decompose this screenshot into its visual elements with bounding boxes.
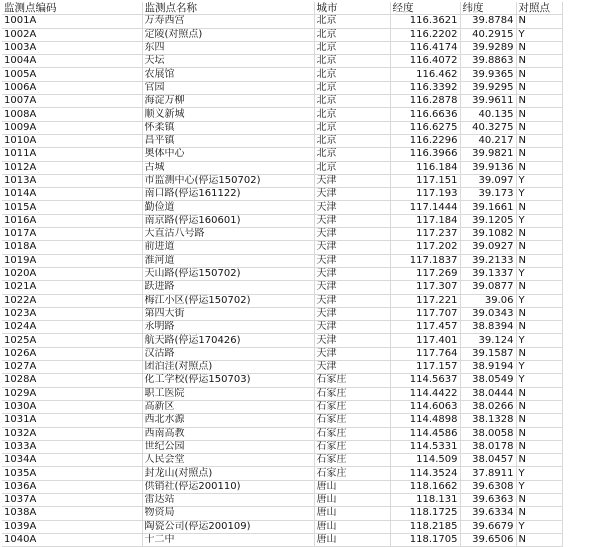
cell-lat[interactable]: 39.173 bbox=[460, 188, 516, 201]
cell-code[interactable]: 1006A bbox=[2, 81, 142, 94]
cell-lat[interactable]: 37.8911 bbox=[460, 467, 516, 480]
table-row bbox=[2, 148, 562, 161]
cell-name[interactable]: 高新区 bbox=[142, 400, 314, 413]
cell-code[interactable]: 1028A bbox=[2, 374, 142, 387]
cell-city[interactable]: 北京 bbox=[314, 134, 390, 147]
cell-lon[interactable]: 114.4898 bbox=[390, 414, 460, 427]
table-row bbox=[2, 95, 562, 108]
cell-name[interactable]: 航天路(停运170426) bbox=[142, 334, 314, 347]
cell-lat[interactable]: 39.1205 bbox=[460, 214, 516, 227]
header-lat[interactable]: 纬度 bbox=[460, 2, 516, 15]
cell-name[interactable]: 梅江小区(停运150702) bbox=[142, 294, 314, 307]
cell-name[interactable]: 化工学校(停运150703) bbox=[142, 374, 314, 387]
cell-name[interactable]: 市监测中心(停运150702) bbox=[142, 174, 314, 187]
monitoring-station-table bbox=[2, 2, 563, 547]
cell-ref[interactable]: N bbox=[516, 134, 562, 147]
cell-name[interactable]: 西北水源 bbox=[142, 414, 314, 427]
cell-city[interactable]: 天津 bbox=[314, 307, 390, 320]
cell-name[interactable]: 团泊洼(对照点) bbox=[142, 361, 314, 374]
cell-lat[interactable]: 40.135 bbox=[460, 108, 516, 121]
cell-ref[interactable]: Y bbox=[516, 214, 562, 227]
cell-ref[interactable]: Y bbox=[516, 174, 562, 187]
cell-lon[interactable]: 116.2202 bbox=[390, 28, 460, 41]
cell-code[interactable]: 1034A bbox=[2, 454, 142, 467]
table-row bbox=[2, 427, 562, 440]
header-ref[interactable]: 对照点 bbox=[516, 2, 562, 15]
cell-name[interactable]: 人民会堂 bbox=[142, 454, 314, 467]
cell-name[interactable]: 十二中 bbox=[142, 533, 314, 546]
cell-city[interactable]: 北京 bbox=[314, 81, 390, 94]
cell-lat[interactable]: 40.2915 bbox=[460, 28, 516, 41]
cell-lon[interactable]: 114.5637 bbox=[390, 374, 460, 387]
cell-code[interactable]: 1005A bbox=[2, 68, 142, 81]
cell-lat[interactable]: 39.06 bbox=[460, 294, 516, 307]
cell-lon[interactable]: 116.3621 bbox=[390, 15, 460, 28]
cell-name[interactable]: 永明路 bbox=[142, 321, 314, 334]
table-row bbox=[2, 68, 562, 81]
cell-ref[interactable]: N bbox=[516, 55, 562, 68]
cell-ref[interactable]: N bbox=[516, 493, 562, 506]
cell-code[interactable]: 1030A bbox=[2, 400, 142, 413]
cell-ref[interactable]: N bbox=[516, 307, 562, 320]
cell-code[interactable]: 1036A bbox=[2, 480, 142, 493]
cell-lat[interactable]: 39.6506 bbox=[460, 533, 516, 546]
cell-lon[interactable]: 117.707 bbox=[390, 307, 460, 320]
cell-ref[interactable]: N bbox=[516, 281, 562, 294]
cell-name[interactable]: 西南高教 bbox=[142, 427, 314, 440]
cell-lon[interactable]: 117.401 bbox=[390, 334, 460, 347]
table-row bbox=[2, 267, 562, 280]
table-row bbox=[2, 188, 562, 201]
cell-lat[interactable]: 38.0178 bbox=[460, 440, 516, 453]
cell-city[interactable]: 唐山 bbox=[314, 480, 390, 493]
cell-lon[interactable]: 118.1725 bbox=[390, 507, 460, 520]
cell-name[interactable]: 陶瓷公司(停运200109) bbox=[142, 520, 314, 533]
table-row bbox=[2, 121, 562, 134]
cell-name[interactable]: 农展馆 bbox=[142, 68, 314, 81]
cell-code[interactable]: 1023A bbox=[2, 307, 142, 320]
cell-city[interactable]: 唐山 bbox=[314, 520, 390, 533]
cell-lon[interactable]: 117.1444 bbox=[390, 201, 460, 214]
cell-city[interactable]: 天津 bbox=[314, 188, 390, 201]
cell-lat[interactable]: 39.9289 bbox=[460, 41, 516, 54]
table-row bbox=[2, 334, 562, 347]
cell-lat[interactable]: 38.9194 bbox=[460, 361, 516, 374]
cell-ref[interactable]: N bbox=[516, 41, 562, 54]
cell-ref[interactable]: N bbox=[516, 440, 562, 453]
cell-city[interactable]: 北京 bbox=[314, 148, 390, 161]
cell-city[interactable]: 石家庄 bbox=[314, 387, 390, 400]
cell-city[interactable]: 天津 bbox=[314, 361, 390, 374]
cell-city[interactable]: 天津 bbox=[314, 254, 390, 267]
cell-name[interactable]: 淮河道 bbox=[142, 254, 314, 267]
table-row bbox=[2, 533, 562, 546]
cell-name[interactable]: 物资局 bbox=[142, 507, 314, 520]
cell-name[interactable]: 天坛 bbox=[142, 55, 314, 68]
cell-ref[interactable]: N bbox=[516, 201, 562, 214]
cell-code[interactable]: 1012A bbox=[2, 161, 142, 174]
cell-lat[interactable]: 39.1661 bbox=[460, 201, 516, 214]
cell-ref[interactable]: Y bbox=[516, 480, 562, 493]
table-row bbox=[2, 41, 562, 54]
cell-lon[interactable]: 116.3966 bbox=[390, 148, 460, 161]
cell-lon[interactable]: 117.237 bbox=[390, 228, 460, 241]
cell-lat[interactable]: 39.9136 bbox=[460, 161, 516, 174]
cell-code[interactable]: 1020A bbox=[2, 267, 142, 280]
cell-ref[interactable]: N bbox=[516, 121, 562, 134]
cell-ref[interactable]: N bbox=[516, 387, 562, 400]
cell-city[interactable]: 唐山 bbox=[314, 493, 390, 506]
cell-lat[interactable]: 39.6308 bbox=[460, 480, 516, 493]
table-row bbox=[2, 28, 562, 41]
cell-name[interactable]: 南口路(停运161122) bbox=[142, 188, 314, 201]
cell-name[interactable]: 跃进路 bbox=[142, 281, 314, 294]
cell-lat[interactable]: 39.1587 bbox=[460, 347, 516, 360]
cell-ref[interactable]: Y bbox=[516, 334, 562, 347]
cell-lon[interactable]: 118.131 bbox=[390, 493, 460, 506]
table-row bbox=[2, 493, 562, 506]
cell-lon[interactable]: 117.221 bbox=[390, 294, 460, 307]
cell-lon[interactable]: 114.509 bbox=[390, 454, 460, 467]
cell-lat[interactable]: 39.6679 bbox=[460, 520, 516, 533]
cell-name[interactable]: 昌平镇 bbox=[142, 134, 314, 147]
cell-code[interactable]: 1037A bbox=[2, 493, 142, 506]
cell-name[interactable]: 汉沽路 bbox=[142, 347, 314, 360]
cell-ref[interactable]: Y bbox=[516, 374, 562, 387]
cell-lon[interactable]: 117.1837 bbox=[390, 254, 460, 267]
cell-name[interactable]: 万寿西宫 bbox=[142, 15, 314, 28]
cell-name[interactable]: 封龙山(对照点) bbox=[142, 467, 314, 480]
cell-name[interactable]: 供销社(停运200110) bbox=[142, 480, 314, 493]
cell-city[interactable]: 石家庄 bbox=[314, 440, 390, 453]
cell-name[interactable]: 古城 bbox=[142, 161, 314, 174]
table-row bbox=[2, 228, 562, 241]
cell-ref[interactable]: N bbox=[516, 148, 562, 161]
cell-code[interactable]: 1013A bbox=[2, 174, 142, 187]
cell-code[interactable]: 1009A bbox=[2, 121, 142, 134]
cell-lat[interactable]: 38.0058 bbox=[460, 427, 516, 440]
cell-ref[interactable]: N bbox=[516, 454, 562, 467]
cell-ref[interactable]: N bbox=[516, 533, 562, 546]
cell-lat[interactable]: 38.0457 bbox=[460, 454, 516, 467]
cell-ref[interactable]: N bbox=[516, 414, 562, 427]
cell-ref[interactable]: N bbox=[516, 81, 562, 94]
cell-lat[interactable]: 39.097 bbox=[460, 174, 516, 187]
table-row bbox=[2, 214, 562, 227]
cell-code[interactable]: 1003A bbox=[2, 41, 142, 54]
cell-city[interactable]: 石家庄 bbox=[314, 427, 390, 440]
cell-ref[interactable]: N bbox=[516, 108, 562, 121]
cell-code[interactable]: 1004A bbox=[2, 55, 142, 68]
cell-city[interactable]: 北京 bbox=[314, 95, 390, 108]
cell-lon[interactable]: 116.4174 bbox=[390, 41, 460, 54]
cell-name[interactable]: 大直沽八号路 bbox=[142, 228, 314, 241]
cell-name[interactable]: 东四 bbox=[142, 41, 314, 54]
cell-name[interactable]: 前进道 bbox=[142, 241, 314, 254]
cell-lon[interactable]: 116.3392 bbox=[390, 81, 460, 94]
cell-code[interactable]: 1033A bbox=[2, 440, 142, 453]
cell-city[interactable]: 唐山 bbox=[314, 533, 390, 546]
header-name[interactable]: 监测点名称 bbox=[142, 2, 314, 15]
cell-lon[interactable]: 116.6636 bbox=[390, 108, 460, 121]
cell-city[interactable]: 北京 bbox=[314, 121, 390, 134]
table-row bbox=[2, 520, 562, 533]
cell-code[interactable]: 1014A bbox=[2, 188, 142, 201]
cell-city[interactable]: 石家庄 bbox=[314, 454, 390, 467]
cell-ref[interactable]: N bbox=[516, 241, 562, 254]
cell-code[interactable]: 1038A bbox=[2, 507, 142, 520]
cell-code[interactable]: 1040A bbox=[2, 533, 142, 546]
cell-lat[interactable]: 39.0343 bbox=[460, 307, 516, 320]
table-row bbox=[2, 294, 562, 307]
table-row bbox=[2, 55, 562, 68]
cell-lon[interactable]: 114.6063 bbox=[390, 400, 460, 413]
cell-city[interactable]: 唐山 bbox=[314, 507, 390, 520]
table-row bbox=[2, 507, 562, 520]
table-row bbox=[2, 201, 562, 214]
cell-lon[interactable]: 114.4586 bbox=[390, 427, 460, 440]
cell-code[interactable]: 1025A bbox=[2, 334, 142, 347]
header-row bbox=[2, 2, 562, 15]
table-row bbox=[2, 321, 562, 334]
cell-lon[interactable]: 116.4072 bbox=[390, 55, 460, 68]
header-code[interactable]: 监测点编码 bbox=[2, 2, 142, 15]
cell-city[interactable]: 天津 bbox=[314, 214, 390, 227]
cell-lon[interactable]: 118.1705 bbox=[390, 533, 460, 546]
cell-lon[interactable]: 117.764 bbox=[390, 347, 460, 360]
cell-city[interactable]: 天津 bbox=[314, 347, 390, 360]
cell-ref[interactable]: N bbox=[516, 507, 562, 520]
table-row bbox=[2, 108, 562, 121]
cell-lat[interactable]: 39.0877 bbox=[460, 281, 516, 294]
cell-code[interactable]: 1021A bbox=[2, 281, 142, 294]
table-row bbox=[2, 440, 562, 453]
cell-lat[interactable]: 38.0549 bbox=[460, 374, 516, 387]
cell-lon[interactable]: 116.462 bbox=[390, 68, 460, 81]
table-row bbox=[2, 134, 562, 147]
cell-code[interactable]: 1024A bbox=[2, 321, 142, 334]
cell-lat[interactable]: 38.0266 bbox=[460, 400, 516, 413]
table-row bbox=[2, 174, 562, 187]
cell-ref[interactable]: Y bbox=[516, 28, 562, 41]
cell-code[interactable]: 1031A bbox=[2, 414, 142, 427]
cell-lat[interactable]: 39.2133 bbox=[460, 254, 516, 267]
cell-lon[interactable]: 118.1662 bbox=[390, 480, 460, 493]
cell-code[interactable]: 1039A bbox=[2, 520, 142, 533]
cell-code[interactable]: 1035A bbox=[2, 467, 142, 480]
cell-code[interactable]: 1008A bbox=[2, 108, 142, 121]
header-city[interactable]: 城市 bbox=[314, 2, 390, 15]
table-row bbox=[2, 241, 562, 254]
table-row bbox=[2, 467, 562, 480]
cell-code[interactable]: 1007A bbox=[2, 95, 142, 108]
table-body bbox=[2, 2, 562, 547]
cell-ref[interactable]: Y bbox=[516, 267, 562, 280]
cell-code[interactable]: 1010A bbox=[2, 134, 142, 147]
cell-lat[interactable]: 39.0927 bbox=[460, 241, 516, 254]
cell-lat[interactable]: 38.8394 bbox=[460, 321, 516, 334]
cell-ref[interactable]: Y bbox=[516, 188, 562, 201]
cell-ref[interactable]: Y bbox=[516, 361, 562, 374]
cell-name[interactable]: 天山路(停运150702) bbox=[142, 267, 314, 280]
cell-city[interactable]: 天津 bbox=[314, 174, 390, 187]
table-row bbox=[2, 414, 562, 427]
cell-ref[interactable]: N bbox=[516, 161, 562, 174]
cell-city[interactable]: 北京 bbox=[314, 28, 390, 41]
cell-code[interactable]: 1001A bbox=[2, 15, 142, 28]
cell-city[interactable]: 天津 bbox=[314, 201, 390, 214]
cell-name[interactable]: 雷达站 bbox=[142, 493, 314, 506]
cell-lat[interactable]: 39.9821 bbox=[460, 148, 516, 161]
cell-lat[interactable]: 39.9365 bbox=[460, 68, 516, 81]
cell-lon[interactable]: 117.202 bbox=[390, 241, 460, 254]
cell-lat[interactable]: 39.1082 bbox=[460, 228, 516, 241]
cell-ref[interactable]: N bbox=[516, 95, 562, 108]
cell-city[interactable]: 石家庄 bbox=[314, 467, 390, 480]
table-row bbox=[2, 361, 562, 374]
cell-code[interactable]: 1022A bbox=[2, 294, 142, 307]
cell-city[interactable]: 石家庄 bbox=[314, 374, 390, 387]
table-row bbox=[2, 307, 562, 320]
cell-lon[interactable]: 116.2296 bbox=[390, 134, 460, 147]
cell-lat[interactable]: 39.9611 bbox=[460, 95, 516, 108]
table-row bbox=[2, 81, 562, 94]
cell-lat[interactable]: 39.9295 bbox=[460, 81, 516, 94]
cell-lat[interactable]: 39.8784 bbox=[460, 15, 516, 28]
cell-name[interactable]: 第四大街 bbox=[142, 307, 314, 320]
cell-city[interactable]: 天津 bbox=[314, 321, 390, 334]
cell-city[interactable]: 北京 bbox=[314, 108, 390, 121]
cell-lon[interactable]: 117.184 bbox=[390, 214, 460, 227]
spreadsheet bbox=[2, 2, 562, 547]
cell-lon[interactable]: 114.3524 bbox=[390, 467, 460, 480]
cell-city[interactable]: 北京 bbox=[314, 41, 390, 54]
table-row bbox=[2, 254, 562, 267]
cell-code[interactable]: 1017A bbox=[2, 228, 142, 241]
cell-city[interactable]: 天津 bbox=[314, 281, 390, 294]
cell-ref[interactable]: N bbox=[516, 228, 562, 241]
cell-city[interactable]: 北京 bbox=[314, 161, 390, 174]
cell-city[interactable]: 北京 bbox=[314, 55, 390, 68]
cell-code[interactable]: 1027A bbox=[2, 361, 142, 374]
cell-name[interactable]: 顺义新城 bbox=[142, 108, 314, 121]
cell-lon[interactable]: 117.157 bbox=[390, 361, 460, 374]
cell-city[interactable]: 北京 bbox=[314, 15, 390, 28]
cell-ref[interactable]: Y bbox=[516, 294, 562, 307]
cell-ref[interactable]: N bbox=[516, 15, 562, 28]
cell-city[interactable]: 石家庄 bbox=[314, 400, 390, 413]
cell-name[interactable]: 奥体中心 bbox=[142, 148, 314, 161]
cell-name[interactable]: 定陵(对照点) bbox=[142, 28, 314, 41]
cell-name[interactable]: 南京路(停运160601) bbox=[142, 214, 314, 227]
table-row bbox=[2, 347, 562, 360]
cell-ref[interactable]: N bbox=[516, 321, 562, 334]
table-row bbox=[2, 400, 562, 413]
cell-code[interactable]: 1015A bbox=[2, 201, 142, 214]
cell-ref[interactable]: N bbox=[516, 347, 562, 360]
cell-lon[interactable]: 116.6275 bbox=[390, 121, 460, 134]
cell-name[interactable]: 官园 bbox=[142, 81, 314, 94]
cell-name[interactable]: 怀柔镇 bbox=[142, 121, 314, 134]
cell-lat[interactable]: 38.0444 bbox=[460, 387, 516, 400]
cell-lon[interactable]: 114.4422 bbox=[390, 387, 460, 400]
cell-code[interactable]: 1026A bbox=[2, 347, 142, 360]
cell-city[interactable]: 北京 bbox=[314, 68, 390, 81]
cell-lon[interactable]: 116.2878 bbox=[390, 95, 460, 108]
cell-ref[interactable]: N bbox=[516, 68, 562, 81]
table-row bbox=[2, 454, 562, 467]
cell-lon[interactable]: 117.457 bbox=[390, 321, 460, 334]
table-row bbox=[2, 480, 562, 493]
table-row bbox=[2, 387, 562, 400]
table-row bbox=[2, 281, 562, 294]
cell-lat[interactable]: 40.3275 bbox=[460, 121, 516, 134]
cell-lon[interactable]: 117.151 bbox=[390, 174, 460, 187]
header-lon[interactable]: 经度 bbox=[390, 2, 460, 15]
cell-lon[interactable]: 116.184 bbox=[390, 161, 460, 174]
cell-city[interactable]: 天津 bbox=[314, 241, 390, 254]
cell-ref[interactable]: N bbox=[516, 400, 562, 413]
cell-code[interactable]: 1032A bbox=[2, 427, 142, 440]
cell-lon[interactable]: 118.2185 bbox=[390, 520, 460, 533]
cell-name[interactable]: 海淀万柳 bbox=[142, 95, 314, 108]
cell-ref[interactable]: N bbox=[516, 254, 562, 267]
cell-city[interactable]: 石家庄 bbox=[314, 414, 390, 427]
cell-lat[interactable]: 40.217 bbox=[460, 134, 516, 147]
cell-lon[interactable]: 117.307 bbox=[390, 281, 460, 294]
cell-code[interactable]: 1018A bbox=[2, 241, 142, 254]
cell-lon[interactable]: 117.269 bbox=[390, 267, 460, 280]
cell-code[interactable]: 1011A bbox=[2, 148, 142, 161]
cell-code[interactable]: 1019A bbox=[2, 254, 142, 267]
cell-ref[interactable]: N bbox=[516, 427, 562, 440]
cell-name[interactable]: 勤俭道 bbox=[142, 201, 314, 214]
cell-city[interactable]: 天津 bbox=[314, 267, 390, 280]
cell-lat[interactable]: 39.6363 bbox=[460, 493, 516, 506]
cell-code[interactable]: 1016A bbox=[2, 214, 142, 227]
cell-lon[interactable]: 117.193 bbox=[390, 188, 460, 201]
cell-ref[interactable]: Y bbox=[516, 467, 562, 480]
cell-city[interactable]: 天津 bbox=[314, 294, 390, 307]
cell-city[interactable]: 天津 bbox=[314, 228, 390, 241]
cell-lat[interactable]: 39.6334 bbox=[460, 507, 516, 520]
cell-ref[interactable]: Y bbox=[516, 520, 562, 533]
cell-lat[interactable]: 38.1328 bbox=[460, 414, 516, 427]
cell-name[interactable]: 职工医院 bbox=[142, 387, 314, 400]
cell-code[interactable]: 1002A bbox=[2, 28, 142, 41]
table-row bbox=[2, 161, 562, 174]
cell-code[interactable]: 1029A bbox=[2, 387, 142, 400]
cell-lon[interactable]: 114.5331 bbox=[390, 440, 460, 453]
cell-lat[interactable]: 39.1337 bbox=[460, 267, 516, 280]
cell-name[interactable]: 世纪公园 bbox=[142, 440, 314, 453]
cell-lat[interactable]: 39.8863 bbox=[460, 55, 516, 68]
cell-city[interactable]: 天津 bbox=[314, 334, 390, 347]
table-row bbox=[2, 15, 562, 28]
cell-lat[interactable]: 39.124 bbox=[460, 334, 516, 347]
table-row bbox=[2, 374, 562, 387]
